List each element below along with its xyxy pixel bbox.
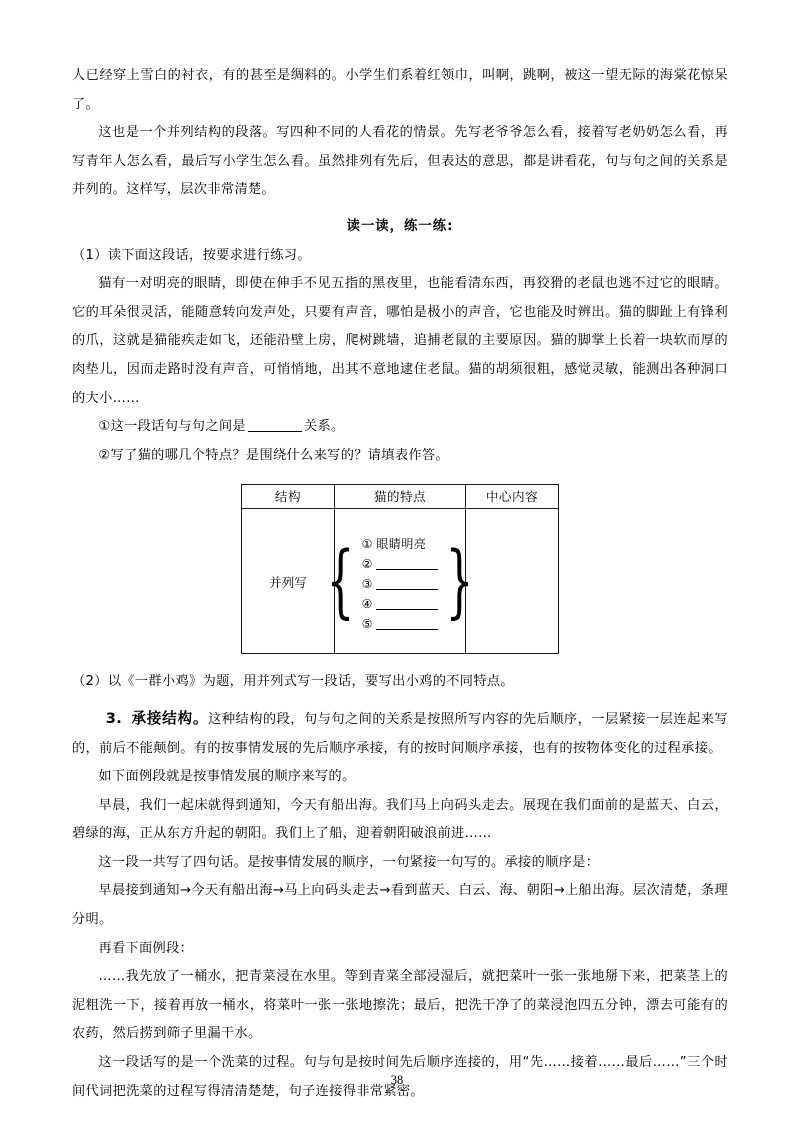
feature-number-3: ③ bbox=[361, 576, 373, 591]
brace-group bbox=[326, 509, 474, 653]
answer-blank-line[interactable] bbox=[248, 431, 302, 432]
table-head bbox=[242, 485, 559, 509]
question-1-text-before: ①这一段话句与句之间是 bbox=[98, 419, 246, 435]
example-1-sequence: 早晨接到通知→今天有船出海→马上向码头走去→看到蓝天、白云、海、朝阳→上船出海。层次清楚，条理分明。 bbox=[72, 883, 728, 928]
table-header-row bbox=[242, 485, 559, 509]
paragraph-parallel-explanation: 这也是一个并列结构的段落。写四种不同的人看花的情景。先写老爷爷怎么看，接着写老奶奶怎么看，再写青年人怎么看，最后写小学生怎么看。虽然排列有先后，但表达的意思，都是讲看花，句与句之间的关系是并列的。这样写，层次非常清楚。 bbox=[72, 125, 728, 198]
feature-item-4 bbox=[362, 592, 439, 611]
feature-number-4: ④ bbox=[361, 596, 373, 611]
example-2-lead: 再看下面例段： bbox=[98, 940, 194, 956]
example-1-text: 早晨，我们一起床就得到通知，今天有船出海。我们马上向码头走去。展现在我们面前的是蓝天、白云，碧绿的海，正从东方升起的朝阳。我们上了船，迎着朝阳破浪前进…… bbox=[72, 797, 728, 842]
feature-item-2 bbox=[362, 552, 439, 571]
table-header-center-content: 中心内容 bbox=[466, 485, 559, 509]
feature-item-5 bbox=[362, 612, 439, 631]
feature-blank-3[interactable] bbox=[376, 588, 438, 590]
table-body bbox=[242, 509, 559, 654]
exercise-1-prompt: （1）读下面这段话，按要求进行练习。 bbox=[72, 247, 311, 263]
table-cell-structure: 并列写 bbox=[242, 509, 335, 654]
table-header-structure: 结构 bbox=[242, 485, 335, 509]
page-content bbox=[72, 62, 728, 1106]
cat-features-table bbox=[241, 484, 559, 654]
cat-reading-passage: 猫有一对明亮的眼睛，即使在伸手不见五指的黑夜里，也能看清东西，再狡猾的老鼠也逃不过它的眼睛。它的耳朵很灵活，能随意转向发声处，只要有声音，哪怕是极小的声音，它也能及时辨出。猫的脚趾上有锋利的爪，这就是猫能疾走如飞，还能沿壁上房，爬树跳墙，追捕老鼠的主要原因。猫的脚掌上长着一块软而厚的肉垫儿，因而走路时没有声音，可悄悄地，出其不意地逮住老鼠。猫的胡须很粗，感觉灵敏，能测出各种洞口的大小…… bbox=[72, 276, 728, 406]
question-1 bbox=[72, 413, 728, 442]
section-3-title: 承接结构。 bbox=[131, 709, 209, 727]
feature-number-5: ⑤ bbox=[361, 616, 373, 631]
example-1-analysis: 这一段一共写了四句话。是按事情发展的顺序，一句紧接一句写的。承接的顺序是： bbox=[98, 854, 600, 870]
feature-item-1 bbox=[362, 532, 439, 551]
paragraph-intro: 人已经穿上雪白的衬衣，有的甚至是绸料的。小学生们系着红领巾，叫啊，跳啊，被这一望无际的海棠花惊呆了。 bbox=[72, 68, 728, 112]
example-1-lead: 如下面例段就是按事情发展的顺序来写的。 bbox=[98, 769, 356, 785]
brace-left-icon: { bbox=[326, 534, 355, 628]
section-3-number: 3. bbox=[105, 709, 123, 727]
brace-right-icon: } bbox=[445, 534, 474, 628]
cat-features-table-wrapper bbox=[72, 484, 728, 654]
spacer bbox=[72, 697, 728, 705]
feature-blank-4[interactable] bbox=[376, 608, 438, 610]
exercise-2-prompt: （2）以《一群小鸡》为题，用并列式写一段话，要写出小鸡的不同特点。 bbox=[72, 674, 514, 690]
question-1-text-after: 关系。 bbox=[303, 419, 345, 435]
question-2: ②写了猫的哪几个特点？是围绕什么来写的？请填表作答。 bbox=[98, 447, 449, 463]
feature-number-1: ① bbox=[361, 536, 373, 551]
feature-blank-2[interactable] bbox=[376, 568, 438, 570]
feature-blank-5[interactable] bbox=[376, 628, 438, 630]
table-cell-features[interactable] bbox=[326, 509, 474, 654]
table-row bbox=[242, 509, 559, 654]
section-3-body: 这种结构的段，句与句之间的关系是按照所写内容的先后顺序，一层紧接一层连起来写的，前后不能颠倒。有的按事情发展的先后顺序承接，有的按时间顺序承接，也有的按物体变化的过程承接。 bbox=[72, 711, 728, 756]
spacer bbox=[72, 205, 728, 213]
table-header-cat-features: 猫的特点 bbox=[335, 485, 466, 509]
section-3-paragraph bbox=[72, 705, 728, 763]
example-2-analysis: 这一段话写的是一个洗菜的过程。句与句是按时间先后顺序连接的，用“先……接着……最后……”三个时间代词把洗菜的过程写得清清楚楚，句子连接得非常紧密。 bbox=[72, 1055, 728, 1099]
page-number: 38 bbox=[390, 1073, 404, 1087]
example-2-text: ……我先放了一桶水，把青菜浸在水里。等到青菜全部浸湿后，就把菜叶一张一张地掰下来，把菜茎上的泥粗洗一下，接着再放一桶水，将菜叶一张一张地擦洗；最后，把洗干净了的菜浸泡四五分钟，漂去可能有的农药，然后捞到筛子里漏干水。 bbox=[72, 969, 728, 1042]
feature-item-3 bbox=[362, 572, 439, 591]
feature-text-1: 眼睛明亮 bbox=[376, 536, 427, 551]
spacer bbox=[72, 654, 728, 668]
feature-number-2: ② bbox=[361, 556, 373, 571]
exercise-section-heading: 读一读，练一练: bbox=[346, 218, 454, 234]
feature-list bbox=[360, 532, 441, 631]
table-cell-center-content[interactable] bbox=[466, 509, 559, 654]
